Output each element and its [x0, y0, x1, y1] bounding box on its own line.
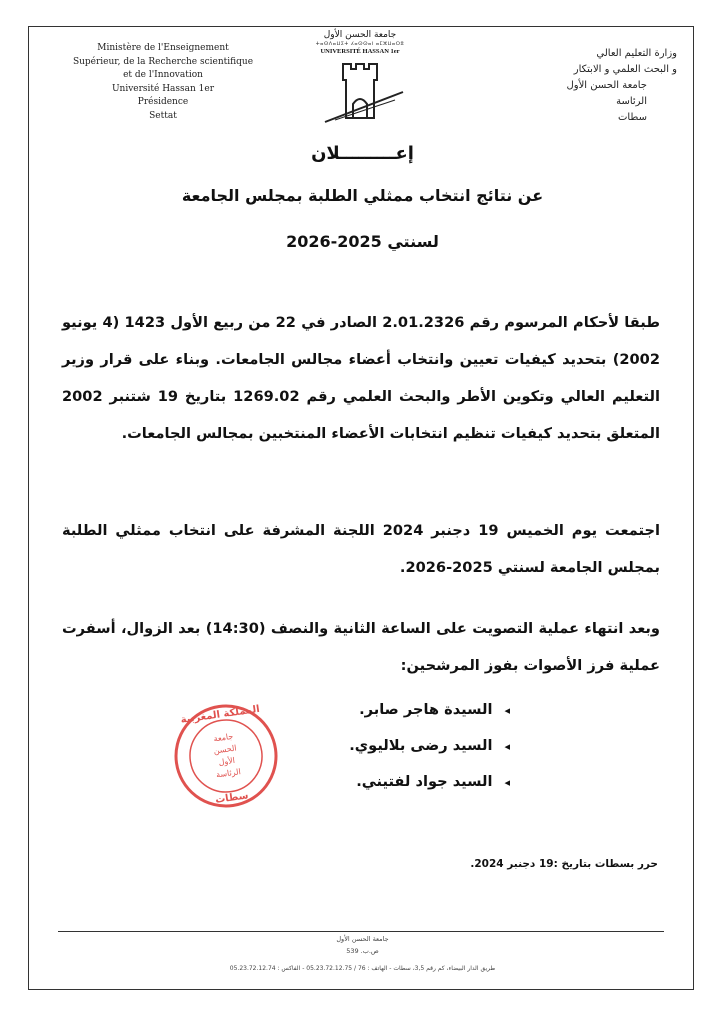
header-french	[48, 42, 278, 123]
meeting-paragraph: اجتمعت يوم الخميس 19 دجنبر 2024 اللجنة المشرفة على انتخاب ممثلي الطلبة بمجلس الجامعة لسنتي 2025-2026.	[62, 522, 660, 576]
header-fr-line: Supérieur, de la Recherche scientifique	[72, 56, 254, 67]
list-item	[349, 764, 510, 800]
header-arabic	[487, 46, 677, 126]
footer-institution: جامعة الحسن الأول	[336, 935, 389, 943]
winner-name: السيد جواد لفتيني.	[356, 773, 493, 790]
footer-divider	[58, 931, 664, 932]
list-item	[349, 692, 510, 728]
logo-name-tifinagh: ⵜⴰⵙⴷⴰⵡⵉⵜ ⵃⴰⵙⵙⴰⵏ ⴰⵎⵣⵡⴰⵔⵓ	[315, 41, 405, 47]
footer-po-box: ص.ب. 539	[346, 947, 379, 955]
header-fr-line: Université Hassan 1er	[111, 83, 215, 94]
results-paragraph: وبعد انتهاء عملية التصويت على الساعة الثانية والنصف (14:30) بعد الزوال، أسفرت عملية فرز الأصوات بفوز المرشحين:	[62, 620, 660, 674]
header-fr-line: et de l'Innovation	[123, 70, 203, 80]
header-fr-line: Settat	[149, 110, 177, 121]
stamp-bottom-text: سطات	[214, 790, 250, 806]
announcement-years: لسنتي 2025-2026	[286, 232, 439, 251]
header-fr-line: Présidence	[137, 97, 189, 107]
official-stamp	[165, 695, 287, 817]
bullet-icon: ◂	[504, 776, 510, 789]
announcement-subject: عن نتائج انتخاب ممثلي الطلبة بمجلس الجامعة	[181, 186, 544, 205]
header-ar-line: وزارة التعليم العالي	[596, 48, 677, 59]
bullet-icon: ◂	[504, 740, 510, 753]
bullet-icon: ◂	[504, 704, 510, 717]
stamp-inner-text: جامعة	[212, 731, 234, 744]
winner-name: السيدة هاجر صابر.	[359, 701, 493, 718]
header-ar-line: سطات	[617, 112, 647, 123]
logo-name-arabic: جامعة الحسن الأول	[323, 30, 397, 40]
university-logo	[305, 30, 415, 135]
announcement-title: إعـــــــــلان	[311, 143, 414, 164]
stamp-inner-text: الأول	[217, 755, 236, 768]
stamp-inner-text: الرئاسة	[215, 767, 242, 780]
winners-list	[349, 692, 510, 800]
stamp-inner-text: الحسن	[213, 743, 238, 756]
logo-name-french: UNIVERSITÉ HASSAN 1er	[320, 48, 400, 55]
stamp-top-text: المملكة المغربية	[180, 703, 261, 726]
winner-name: السيد رضى بلاليوي.	[349, 737, 493, 754]
header-fr-line: Ministère de l'Enseignement	[97, 43, 229, 53]
header-ar-line: و البحث العلمي و الابتكار	[573, 64, 677, 75]
footer-contact: طريق الدار البيضاء، كم رقم 3,5، سطات - الهاتف : 76 / 05.23.72.12.75 - الفاكس : 05.23.72.12.74	[229, 965, 496, 972]
list-item	[349, 728, 510, 764]
castle-emblem-icon	[305, 56, 415, 128]
page-border	[28, 26, 694, 990]
header-ar-line: جامعة الحسن الأول	[566, 80, 647, 91]
legal-basis-paragraph: طبقا لأحكام المرسوم رقم 2.01.2326 الصادر في 22 من ربيع الأول 1423 (4 يونيو 2002) بتحديد كيفيات تعيين وانتخاب أعضاء مجالس الجامعات. وبناء على قرار وزير التعليم العالي وتكوين الأطر والبحث العلمي رقم 1269.02 بتاريخ 19 شتنبر 2002 المتعلق بتحديد كيفيات تنظيم انتخابات الأعضاء المنتخبين بمجالس الجامعات.	[62, 314, 660, 442]
header-ar-line: الرئاسة	[616, 96, 647, 107]
issue-date: حرر بسطات بتاريخ :19 دجنبر 2024.	[470, 858, 658, 870]
